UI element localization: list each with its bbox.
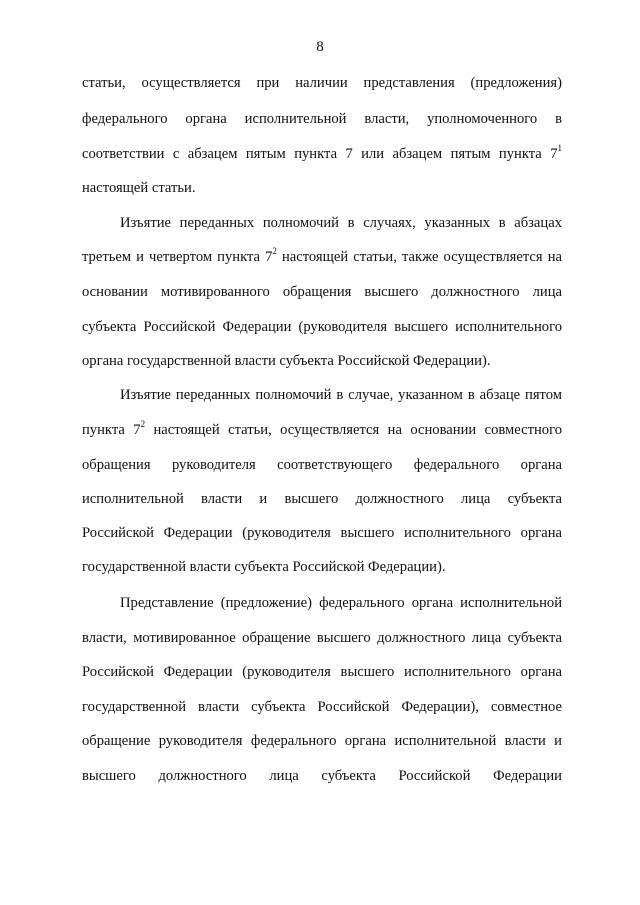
superscript: 2 bbox=[272, 246, 277, 257]
text-line: обращения руководителя соответствующего федерального органа bbox=[82, 457, 562, 473]
page-number: 8 bbox=[316, 39, 324, 55]
text-line: высшего должностного лица субъекта Российской Федерации bbox=[82, 768, 562, 784]
text-segment: настоящей статьи, также осуществляется на bbox=[276, 249, 562, 265]
text-line: государственной власти субъекта Российской Федерации), совместное bbox=[82, 699, 562, 715]
superscript: 1 bbox=[557, 143, 562, 154]
text-line: государственной власти субъекта Российской Федерации). bbox=[82, 559, 446, 575]
text-line: основании мотивированного обращения высшего должностного лица bbox=[82, 284, 562, 300]
text-segment: третьем и четвертом пункта 7 bbox=[82, 249, 273, 265]
text-line bbox=[82, 247, 562, 267]
text-line: Представление (предложение) федерального органа исполнительной bbox=[120, 595, 562, 611]
superscript: 2 bbox=[140, 419, 146, 430]
text-line: исполнительной власти и высшего должностного лица субъекта bbox=[82, 491, 562, 507]
text-line: Российской Федерации (руководителя высшего исполнительного органа bbox=[82, 664, 562, 680]
text-line: статьи, осуществляется при наличии представления (предложения) bbox=[82, 75, 562, 91]
text-line: обращение руководителя федерального органа исполнительной власти и bbox=[82, 733, 562, 749]
text-line bbox=[82, 144, 562, 164]
text-segment: настоящей статьи, осуществляется на основании совместного bbox=[145, 422, 562, 438]
text-line: власти, мотивированное обращение высшего должностного лица субъекта bbox=[82, 630, 562, 646]
text-line: Российской Федерации (руководителя высшего исполнительного органа bbox=[82, 525, 562, 541]
text-line: федерального органа исполнительной власти, уполномоченного в bbox=[82, 111, 562, 127]
text-line: органа государственной власти субъекта Российской Федерации). bbox=[82, 353, 491, 369]
text-segment: пункта 7 bbox=[82, 422, 141, 438]
text-line: субъекта Российской Федерации (руководителя высшего исполнительного bbox=[82, 319, 562, 335]
text-line: Изъятие переданных полномочий в случае, указанном в абзаце пятом bbox=[120, 387, 562, 403]
text-segment: соответствии с абзацем пятым пункта 7 или абзацем пятым пункта 7 bbox=[82, 146, 558, 162]
text-line: настоящей статьи. bbox=[82, 180, 196, 196]
text-line: Изъятие переданных полномочий в случаях, указанных в абзацах bbox=[120, 215, 562, 231]
text-line bbox=[82, 420, 562, 440]
